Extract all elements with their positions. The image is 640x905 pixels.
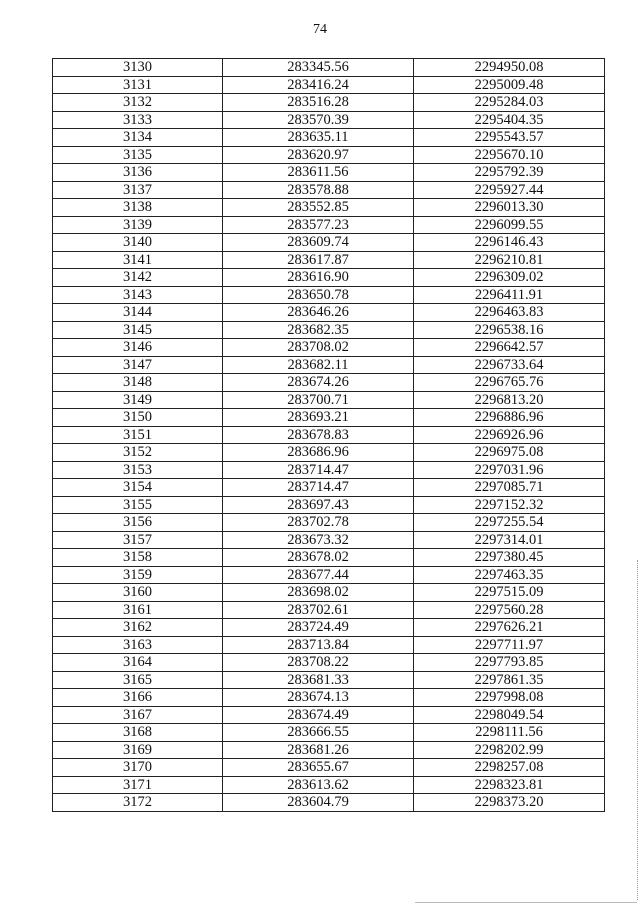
y-coordinate-cell: 2297560.28 xyxy=(414,601,605,619)
point-number-cell: 3136 xyxy=(53,164,223,182)
y-coordinate-cell: 2296813.20 xyxy=(414,391,605,409)
table-row xyxy=(53,566,605,584)
y-coordinate-cell: 2297793.85 xyxy=(414,654,605,672)
y-coordinate-cell: 2297085.71 xyxy=(414,479,605,497)
y-coordinate-cell: 2296210.81 xyxy=(414,251,605,269)
table-row xyxy=(53,374,605,392)
table-row xyxy=(53,496,605,514)
y-coordinate-cell: 2297463.35 xyxy=(414,566,605,584)
point-number-cell: 3131 xyxy=(53,76,223,94)
x-coordinate-cell: 283708.22 xyxy=(223,654,414,672)
x-coordinate-cell: 283635.11 xyxy=(223,129,414,147)
x-coordinate-cell: 283604.79 xyxy=(223,794,414,812)
y-coordinate-cell: 2296886.96 xyxy=(414,409,605,427)
point-number-cell: 3154 xyxy=(53,479,223,497)
point-number-cell: 3166 xyxy=(53,689,223,707)
table-row xyxy=(53,444,605,462)
table-row xyxy=(53,269,605,287)
point-number-cell: 3169 xyxy=(53,741,223,759)
x-coordinate-cell: 283714.47 xyxy=(223,461,414,479)
point-number-cell: 3139 xyxy=(53,216,223,234)
y-coordinate-cell: 2296309.02 xyxy=(414,269,605,287)
x-coordinate-cell: 283655.67 xyxy=(223,759,414,777)
table-row xyxy=(53,251,605,269)
table-row xyxy=(53,286,605,304)
y-coordinate-cell: 2295284.03 xyxy=(414,94,605,112)
point-number-cell: 3163 xyxy=(53,636,223,654)
point-number-cell: 3141 xyxy=(53,251,223,269)
point-number-cell: 3172 xyxy=(53,794,223,812)
point-number-cell: 3153 xyxy=(53,461,223,479)
point-number-cell: 3152 xyxy=(53,444,223,462)
table-row xyxy=(53,584,605,602)
table-row xyxy=(53,776,605,794)
table-row xyxy=(53,759,605,777)
y-coordinate-cell: 2297031.96 xyxy=(414,461,605,479)
y-coordinate-cell: 2297152.32 xyxy=(414,496,605,514)
point-number-cell: 3147 xyxy=(53,356,223,374)
point-number-cell: 3142 xyxy=(53,269,223,287)
x-coordinate-cell: 283708.02 xyxy=(223,339,414,357)
y-coordinate-cell: 2295404.35 xyxy=(414,111,605,129)
y-coordinate-cell: 2297626.21 xyxy=(414,619,605,637)
point-number-cell: 3137 xyxy=(53,181,223,199)
y-coordinate-cell: 2295792.39 xyxy=(414,164,605,182)
table-row xyxy=(53,549,605,567)
x-coordinate-cell: 283678.83 xyxy=(223,426,414,444)
y-coordinate-cell: 2296099.55 xyxy=(414,216,605,234)
table-row xyxy=(53,234,605,252)
x-coordinate-cell: 283345.56 xyxy=(223,59,414,77)
x-coordinate-cell: 283616.90 xyxy=(223,269,414,287)
x-coordinate-cell: 283697.43 xyxy=(223,496,414,514)
scan-edge-artifact xyxy=(636,560,638,900)
point-number-cell: 3130 xyxy=(53,59,223,77)
y-coordinate-cell: 2298373.20 xyxy=(414,794,605,812)
y-coordinate-cell: 2298202.99 xyxy=(414,741,605,759)
table-row xyxy=(53,216,605,234)
table-row xyxy=(53,426,605,444)
x-coordinate-cell: 283650.78 xyxy=(223,286,414,304)
x-coordinate-cell: 283674.13 xyxy=(223,689,414,707)
x-coordinate-cell: 283674.26 xyxy=(223,374,414,392)
coordinates-table-body xyxy=(53,59,605,812)
point-number-cell: 3140 xyxy=(53,234,223,252)
x-coordinate-cell: 283609.74 xyxy=(223,234,414,252)
x-coordinate-cell: 283516.28 xyxy=(223,94,414,112)
x-coordinate-cell: 283617.87 xyxy=(223,251,414,269)
x-coordinate-cell: 283702.61 xyxy=(223,601,414,619)
point-number-cell: 3133 xyxy=(53,111,223,129)
x-coordinate-cell: 283577.23 xyxy=(223,216,414,234)
x-coordinate-cell: 283714.47 xyxy=(223,479,414,497)
point-number-cell: 3148 xyxy=(53,374,223,392)
x-coordinate-cell: 283613.62 xyxy=(223,776,414,794)
point-number-cell: 3170 xyxy=(53,759,223,777)
y-coordinate-cell: 2295927.44 xyxy=(414,181,605,199)
x-coordinate-cell: 283666.55 xyxy=(223,724,414,742)
point-number-cell: 3167 xyxy=(53,706,223,724)
point-number-cell: 3160 xyxy=(53,584,223,602)
y-coordinate-cell: 2297314.01 xyxy=(414,531,605,549)
y-coordinate-cell: 2298111.56 xyxy=(414,724,605,742)
coordinates-table xyxy=(52,58,605,812)
point-number-cell: 3156 xyxy=(53,514,223,532)
x-coordinate-cell: 283681.33 xyxy=(223,671,414,689)
table-row xyxy=(53,164,605,182)
x-coordinate-cell: 283646.26 xyxy=(223,304,414,322)
table-row xyxy=(53,671,605,689)
y-coordinate-cell: 2298323.81 xyxy=(414,776,605,794)
y-coordinate-cell: 2296765.76 xyxy=(414,374,605,392)
point-number-cell: 3135 xyxy=(53,146,223,164)
table-row xyxy=(53,601,605,619)
x-coordinate-cell: 283693.21 xyxy=(223,409,414,427)
x-coordinate-cell: 283620.97 xyxy=(223,146,414,164)
table-row xyxy=(53,146,605,164)
table-row xyxy=(53,94,605,112)
table-row xyxy=(53,391,605,409)
y-coordinate-cell: 2297515.09 xyxy=(414,584,605,602)
point-number-cell: 3144 xyxy=(53,304,223,322)
x-coordinate-cell: 283702.78 xyxy=(223,514,414,532)
x-coordinate-cell: 283700.71 xyxy=(223,391,414,409)
y-coordinate-cell: 2297711.97 xyxy=(414,636,605,654)
point-number-cell: 3157 xyxy=(53,531,223,549)
x-coordinate-cell: 283552.85 xyxy=(223,199,414,217)
x-coordinate-cell: 283578.88 xyxy=(223,181,414,199)
table-row xyxy=(53,409,605,427)
table-row xyxy=(53,619,605,637)
point-number-cell: 3150 xyxy=(53,409,223,427)
y-coordinate-cell: 2298049.54 xyxy=(414,706,605,724)
x-coordinate-cell: 283673.32 xyxy=(223,531,414,549)
y-coordinate-cell: 2297380.45 xyxy=(414,549,605,567)
table-row xyxy=(53,59,605,77)
table-row xyxy=(53,479,605,497)
x-coordinate-cell: 283678.02 xyxy=(223,549,414,567)
table-row xyxy=(53,689,605,707)
table-row xyxy=(53,111,605,129)
y-coordinate-cell: 2297998.08 xyxy=(414,689,605,707)
x-coordinate-cell: 283570.39 xyxy=(223,111,414,129)
table-row xyxy=(53,706,605,724)
y-coordinate-cell: 2296411.91 xyxy=(414,286,605,304)
point-number-cell: 3155 xyxy=(53,496,223,514)
point-number-cell: 3151 xyxy=(53,426,223,444)
x-coordinate-cell: 283416.24 xyxy=(223,76,414,94)
x-coordinate-cell: 283682.35 xyxy=(223,321,414,339)
y-coordinate-cell: 2297255.54 xyxy=(414,514,605,532)
y-coordinate-cell: 2295670.10 xyxy=(414,146,605,164)
table-row xyxy=(53,76,605,94)
table-row xyxy=(53,636,605,654)
y-coordinate-cell: 2296463.83 xyxy=(414,304,605,322)
table-row xyxy=(53,461,605,479)
point-number-cell: 3168 xyxy=(53,724,223,742)
y-coordinate-cell: 2296013.30 xyxy=(414,199,605,217)
x-coordinate-cell: 283681.26 xyxy=(223,741,414,759)
table-row xyxy=(53,199,605,217)
x-coordinate-cell: 283674.49 xyxy=(223,706,414,724)
point-number-cell: 3143 xyxy=(53,286,223,304)
x-coordinate-cell: 283682.11 xyxy=(223,356,414,374)
table-row xyxy=(53,794,605,812)
bottom-rule xyxy=(415,902,637,903)
point-number-cell: 3146 xyxy=(53,339,223,357)
point-number-cell: 3164 xyxy=(53,654,223,672)
table-row xyxy=(53,321,605,339)
y-coordinate-cell: 2296975.08 xyxy=(414,444,605,462)
point-number-cell: 3149 xyxy=(53,391,223,409)
point-number-cell: 3165 xyxy=(53,671,223,689)
y-coordinate-cell: 2298257.08 xyxy=(414,759,605,777)
table-row xyxy=(53,531,605,549)
point-number-cell: 3138 xyxy=(53,199,223,217)
point-number-cell: 3132 xyxy=(53,94,223,112)
point-number-cell: 3158 xyxy=(53,549,223,567)
point-number-cell: 3161 xyxy=(53,601,223,619)
table-row xyxy=(53,741,605,759)
point-number-cell: 3134 xyxy=(53,129,223,147)
y-coordinate-cell: 2296146.43 xyxy=(414,234,605,252)
x-coordinate-cell: 283686.96 xyxy=(223,444,414,462)
table-row xyxy=(53,724,605,742)
table-row xyxy=(53,356,605,374)
table-row xyxy=(53,339,605,357)
y-coordinate-cell: 2296538.16 xyxy=(414,321,605,339)
x-coordinate-cell: 283724.49 xyxy=(223,619,414,637)
point-number-cell: 3171 xyxy=(53,776,223,794)
page-number: 74 xyxy=(313,22,327,37)
point-number-cell: 3145 xyxy=(53,321,223,339)
x-coordinate-cell: 283611.56 xyxy=(223,164,414,182)
table-row xyxy=(53,181,605,199)
x-coordinate-cell: 283698.02 xyxy=(223,584,414,602)
x-coordinate-cell: 283713.84 xyxy=(223,636,414,654)
y-coordinate-cell: 2294950.08 xyxy=(414,59,605,77)
y-coordinate-cell: 2296733.64 xyxy=(414,356,605,374)
point-number-cell: 3162 xyxy=(53,619,223,637)
y-coordinate-cell: 2297861.35 xyxy=(414,671,605,689)
point-number-cell: 3159 xyxy=(53,566,223,584)
x-coordinate-cell: 283677.44 xyxy=(223,566,414,584)
y-coordinate-cell: 2295009.48 xyxy=(414,76,605,94)
table-row xyxy=(53,514,605,532)
table-row xyxy=(53,304,605,322)
table-row xyxy=(53,129,605,147)
table-row xyxy=(53,654,605,672)
y-coordinate-cell: 2296926.96 xyxy=(414,426,605,444)
y-coordinate-cell: 2295543.57 xyxy=(414,129,605,147)
y-coordinate-cell: 2296642.57 xyxy=(414,339,605,357)
